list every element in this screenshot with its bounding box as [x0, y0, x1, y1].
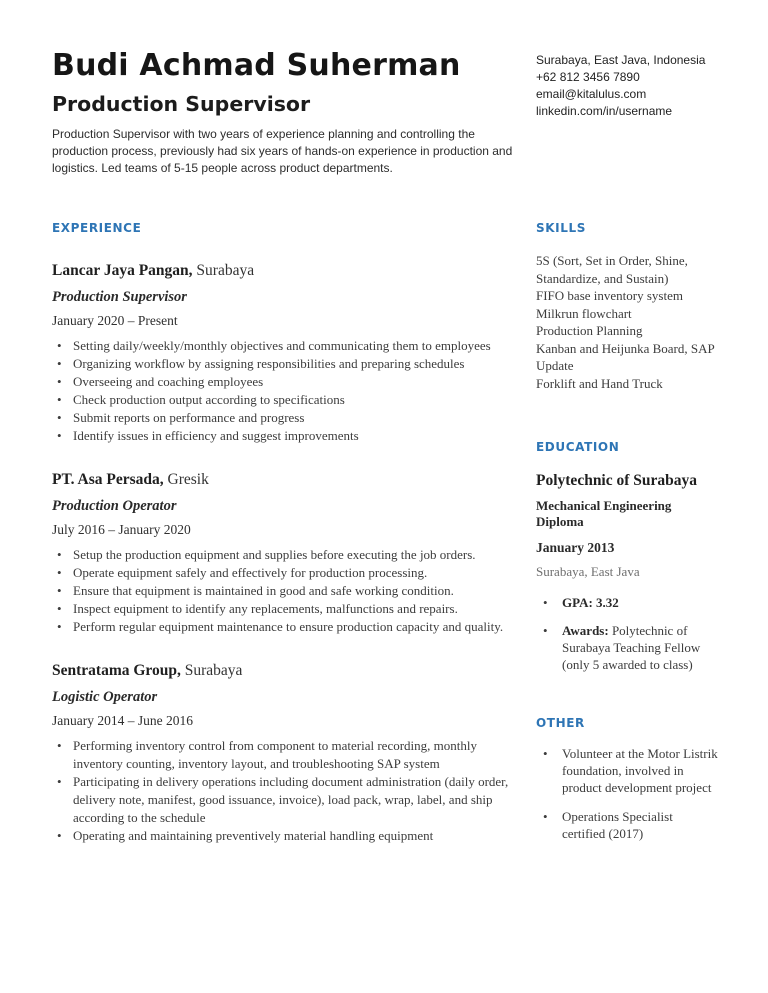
job-bullet: • Operating and maintaining preventively material handling equipment: [52, 827, 524, 845]
job-entry: [52, 661, 524, 845]
job-bullet-list: [52, 737, 524, 845]
company-line: [52, 661, 524, 681]
education-bullet: [536, 622, 718, 674]
skills-section: [536, 221, 718, 392]
job-dates: January 2014 – June 2016: [52, 713, 193, 728]
contact-email: email@kitalulus.com: [536, 87, 647, 101]
company-name: Lancar Jaya Pangan,: [52, 262, 193, 279]
job-bullet: • Inspect equipment to identify any replacements, malfunctions and repairs.: [52, 600, 524, 618]
job-bullet: • Participating in delivery operations including document administration (daily order, delivery note, manifest, good issuance, invoice), load pack, wrap, label, and ship according to the schedule: [52, 773, 524, 827]
resume-header: [52, 48, 718, 177]
company-location: Surabaya: [180, 662, 243, 679]
company-line: [52, 470, 524, 490]
bullet-label: GPA: 3.32: [562, 594, 619, 610]
job-bullet: • Setting daily/weekly/monthly objectives and communicating them to employees: [52, 337, 524, 355]
header-identity: [52, 48, 520, 177]
section-heading-experience: EXPERIENCE: [52, 221, 142, 235]
section-heading-education: EDUCATION: [536, 440, 620, 454]
school-name: Polytechnic of Surabaya: [536, 472, 698, 489]
job-bullet: • Ensure that equipment is maintained in good and safe working condition.: [52, 582, 524, 600]
job-bullet: • Operate equipment safely and effectively for production processing.: [52, 564, 524, 582]
contact-linkedin: linkedin.com/in/username: [536, 104, 673, 118]
bullet-label: Awards:: [562, 622, 609, 638]
bullet-text: Polytechnic of Surabaya Teaching Fellow (only 5 awarded to class): [562, 622, 701, 673]
other-bullet: • Volunteer at the Motor Listrik foundation, involved in product development project: [536, 745, 718, 797]
skill-item: Production Planning: [536, 323, 643, 338]
job-bullet: • Perform regular equipment maintenance to ensure production capacity and quality.: [52, 618, 524, 636]
education-bullet-list: [536, 594, 718, 674]
contact-phone: +62 812 3456 7890: [536, 70, 640, 84]
company-location: Gresik: [163, 471, 209, 488]
skill-item: 5S (Sort, Set in Order, Shine, Standardize, and Sustain): [536, 253, 688, 286]
job-role: Production Supervisor: [52, 289, 187, 305]
sidebar-column: [536, 221, 718, 845]
company-name: PT. Asa Persada,: [52, 471, 164, 488]
degree-name: Mechanical Engineering Diploma: [536, 497, 672, 529]
job-role: Production Operator: [52, 498, 177, 514]
summary-text: Production Supervisor with two years of experience planning and controlling the production process, previously had six years of hands-on experience in production and logistics. Led teams of 5-15 people across product departments.: [52, 127, 513, 175]
other-section: [536, 716, 718, 842]
candidate-job-title: Production Supervisor: [52, 92, 311, 116]
skill-item: FIFO base inventory system: [536, 288, 683, 303]
skill-item: Milkrun flowchart: [536, 305, 632, 321]
education-bullet: [536, 594, 718, 611]
job-bullet: • Check production output according to specifications: [52, 391, 524, 409]
job-bullet-list: [52, 546, 524, 636]
company-location: Surabaya: [192, 262, 255, 279]
job-dates: January 2020 – Present: [52, 313, 178, 328]
job-role: Logistic Operator: [52, 689, 158, 705]
candidate-name: Budi Achmad Suherman: [52, 48, 461, 83]
education-location: Surabaya, East Java: [536, 563, 640, 579]
job-bullet-list: [52, 337, 524, 445]
job-bullet: • Setup the production equipment and supplies before executing the job orders.: [52, 546, 524, 564]
job-bullet: • Overseeing and coaching employees: [52, 373, 524, 391]
job-bullet: • Performing inventory control from component to material recording, monthly inventory counting, inventory layout, and troubleshooting SAP system: [52, 737, 524, 773]
experience-section: [52, 221, 524, 845]
skill-item: Kanban and Heijunka Board, SAP Update: [536, 340, 715, 373]
education-section: [536, 440, 718, 674]
other-bullet: • Operations Specialist certified (2017): [536, 808, 718, 843]
section-heading-skills: SKILLS: [536, 221, 586, 235]
section-heading-other: OTHER: [536, 715, 585, 730]
education-date: January 2013: [536, 539, 615, 555]
other-bullet-list: [536, 745, 718, 842]
skill-item: Forklift and Hand Truck: [536, 375, 663, 391]
contact-block: [536, 48, 718, 120]
job-bullet: • Submit reports on performance and progress: [52, 409, 524, 427]
job-entry: [52, 470, 524, 636]
job-dates: July 2016 – January 2020: [52, 522, 191, 537]
company-line: [52, 261, 524, 281]
contact-location: Surabaya, East Java, Indonesia: [536, 53, 706, 67]
resume-body: [52, 221, 718, 845]
job-entry: [52, 261, 524, 445]
company-name: Sentratama Group,: [52, 662, 181, 679]
job-bullet: • Organizing workflow by assigning responsibilities and preparing schedules: [52, 355, 524, 373]
job-bullet: • Identify issues in efficiency and suggest improvements: [52, 427, 524, 445]
skills-list: [536, 252, 718, 392]
